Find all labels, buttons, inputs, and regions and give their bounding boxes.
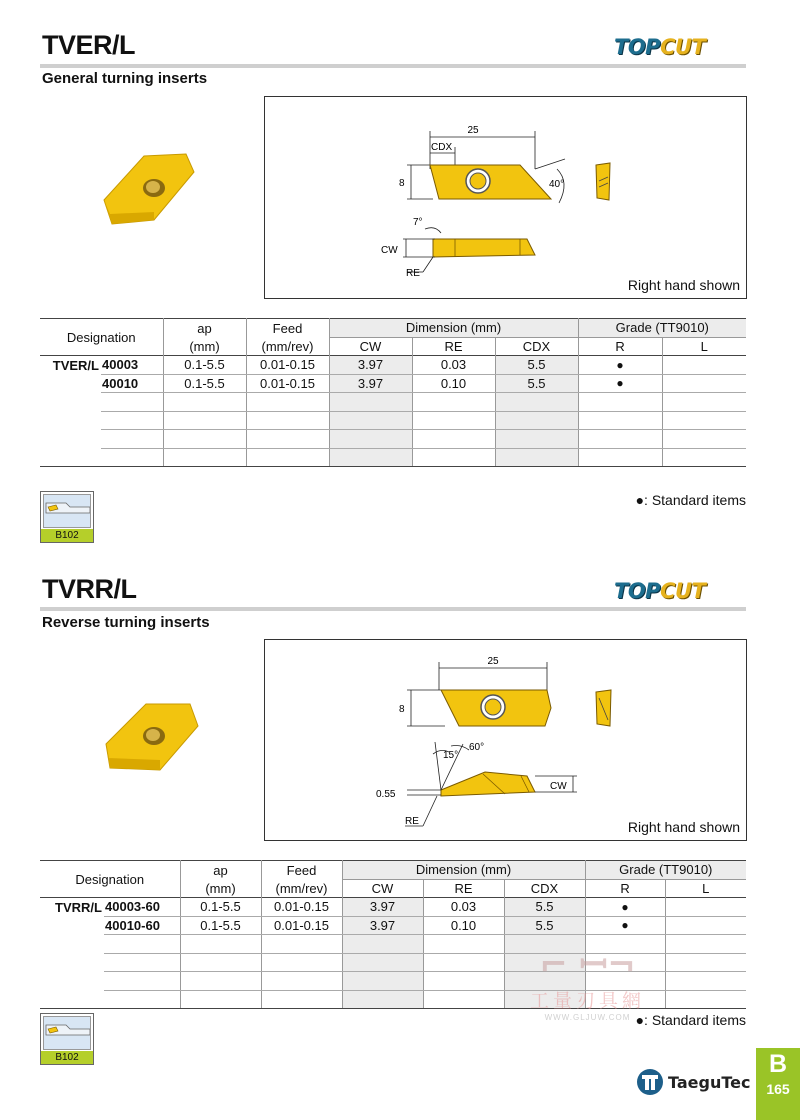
cell-feed: 0.01-0.15 bbox=[246, 356, 329, 375]
cell-grade-l bbox=[665, 898, 746, 917]
col-cw: CW bbox=[342, 879, 423, 898]
watermark-text: 工量刃具網 bbox=[530, 991, 646, 1012]
dim-length-label: 25 bbox=[487, 656, 499, 667]
drawing-svg-tver bbox=[265, 97, 748, 300]
standard-items-note: ●: Standard items bbox=[635, 492, 746, 508]
insert-photo-tvrr bbox=[100, 698, 204, 778]
cell-cw: 3.97 bbox=[342, 916, 423, 935]
cell-cw: 3.97 bbox=[329, 374, 412, 393]
page-reference-box[interactable] bbox=[40, 491, 94, 543]
cell-grade-r: ● bbox=[578, 374, 662, 393]
col-cw: CW bbox=[329, 337, 412, 356]
taegutec-logo-icon bbox=[636, 1068, 664, 1096]
col-ap-unit: (mm) bbox=[180, 879, 261, 898]
col-grade: Grade (TT9010) bbox=[585, 861, 746, 880]
col-feed: Feed bbox=[261, 861, 342, 880]
dim-side-angle-label: 7° bbox=[413, 217, 423, 228]
spec-table-tver bbox=[40, 318, 746, 467]
technical-drawing-tvrr bbox=[264, 639, 747, 841]
cell-grade-l bbox=[665, 916, 746, 935]
cell-grade-l bbox=[662, 356, 746, 375]
cell-cw: 3.97 bbox=[342, 898, 423, 917]
watermark-logo-icon: ⌐ ꟷ¬ bbox=[539, 945, 636, 985]
col-r: R bbox=[585, 879, 665, 898]
table-row bbox=[40, 356, 746, 375]
cell-cdx: 5.5 bbox=[495, 374, 578, 393]
col-re: RE bbox=[423, 879, 504, 898]
section-subtitle-tver: General turning inserts bbox=[42, 70, 208, 87]
dim-width-label: 8 bbox=[399, 178, 405, 189]
dim-angle-label: 40° bbox=[549, 179, 565, 190]
cell-grade-l bbox=[662, 374, 746, 393]
cell-grade-r: ● bbox=[585, 916, 665, 935]
cell-ap: 0.1-5.5 bbox=[163, 374, 246, 393]
toolholder-icon bbox=[44, 495, 90, 527]
col-l: L bbox=[665, 879, 746, 898]
table-row-empty bbox=[40, 393, 746, 412]
page-tab bbox=[756, 1048, 800, 1120]
table-row-empty bbox=[40, 430, 746, 449]
page-reference-label: B102 bbox=[41, 529, 93, 542]
drawing-svg-tvrr bbox=[265, 640, 748, 842]
cell-ap: 0.1-5.5 bbox=[163, 356, 246, 375]
designation-code: 40010 bbox=[101, 374, 163, 393]
right-hand-note: Right hand shown bbox=[627, 819, 740, 835]
col-feed: Feed bbox=[246, 319, 329, 338]
section-rule bbox=[40, 64, 746, 68]
cell-cw: 3.97 bbox=[329, 356, 412, 375]
cell-ap: 0.1-5.5 bbox=[180, 916, 261, 935]
col-ap: ap bbox=[180, 861, 261, 880]
watermark bbox=[530, 940, 645, 1022]
dim-re-label: RE bbox=[406, 268, 420, 279]
table-row-empty bbox=[40, 411, 746, 430]
dim-length-label: 25 bbox=[467, 125, 479, 136]
dim-width-label: 8 bbox=[399, 704, 405, 715]
cell-re: 0.10 bbox=[423, 916, 504, 935]
topcut-logo bbox=[614, 576, 748, 606]
dim-angle2-label: 60° bbox=[469, 742, 485, 753]
cell-feed: 0.01-0.15 bbox=[261, 916, 342, 935]
col-cdx: CDX bbox=[504, 879, 585, 898]
col-l: L bbox=[662, 337, 746, 356]
cell-feed: 0.01-0.15 bbox=[246, 374, 329, 393]
watermark-url: WWW.GLJUW.COM bbox=[544, 1013, 631, 1022]
cell-ap: 0.1-5.5 bbox=[180, 898, 261, 917]
col-re: RE bbox=[412, 337, 495, 356]
designation-code: 40003 bbox=[101, 356, 163, 375]
cell-re: 0.03 bbox=[423, 898, 504, 917]
cell-re: 0.03 bbox=[412, 356, 495, 375]
dim-offset-label: 0.55 bbox=[376, 789, 396, 800]
table-row bbox=[40, 898, 746, 917]
dim-angle1-label: 15° bbox=[443, 750, 459, 761]
designation-family: TVER/L bbox=[52, 357, 99, 373]
logo-part2: CUT bbox=[660, 579, 706, 603]
col-feed-unit: (mm/rev) bbox=[261, 879, 342, 898]
col-ap-unit: (mm) bbox=[163, 337, 246, 356]
table-row bbox=[40, 374, 746, 393]
designation-code: 40003-60 bbox=[104, 898, 180, 917]
cell-cdx: 5.5 bbox=[495, 356, 578, 375]
table-row bbox=[40, 916, 746, 935]
col-r: R bbox=[578, 337, 662, 356]
right-hand-note: Right hand shown bbox=[627, 277, 740, 293]
col-grade: Grade (TT9010) bbox=[578, 319, 746, 338]
cell-cdx: 5.5 bbox=[504, 916, 585, 935]
toolholder-icon bbox=[44, 1017, 90, 1049]
page-section-letter: B bbox=[768, 1050, 788, 1078]
toolholder-thumbnail bbox=[43, 1016, 91, 1050]
dim-re-label: RE bbox=[405, 816, 419, 827]
col-ap: ap bbox=[163, 319, 246, 338]
cell-cdx: 5.5 bbox=[504, 898, 585, 917]
cell-grade-r: ● bbox=[585, 898, 665, 917]
cell-re: 0.10 bbox=[412, 374, 495, 393]
page-number: 165 bbox=[766, 1081, 790, 1097]
col-designation: Designation bbox=[40, 861, 180, 898]
col-feed-unit: (mm/rev) bbox=[246, 337, 329, 356]
cell-feed: 0.01-0.15 bbox=[261, 898, 342, 917]
section-subtitle-tvrr: Reverse turning inserts bbox=[42, 614, 210, 631]
page-reference-box[interactable] bbox=[40, 1013, 94, 1065]
cell-grade-r: ● bbox=[578, 356, 662, 375]
dim-cw-label: CW bbox=[381, 245, 398, 256]
topcut-logo bbox=[614, 32, 748, 62]
designation-family bbox=[40, 916, 104, 935]
section-rule bbox=[40, 607, 746, 611]
table-row-empty bbox=[40, 448, 746, 467]
dim-cw-label: CW bbox=[550, 781, 567, 792]
col-designation: Designation bbox=[40, 319, 163, 356]
insert-photo-tver bbox=[96, 150, 200, 230]
designation-code: 40010-60 bbox=[104, 916, 180, 935]
brand-name: TaeguTec bbox=[668, 1072, 751, 1092]
page-reference-label: B102 bbox=[41, 1051, 93, 1064]
designation-family bbox=[40, 374, 101, 393]
section-title-tvrr: TVRR/L bbox=[42, 574, 137, 604]
standard-items-note: ●: Standard items bbox=[635, 1012, 746, 1028]
col-cdx: CDX bbox=[495, 337, 578, 356]
logo-part1: TOP bbox=[614, 579, 661, 603]
logo-part2: CUT bbox=[660, 35, 706, 59]
col-dimension: Dimension (mm) bbox=[329, 319, 578, 338]
section-title-tver: TVER/L bbox=[42, 30, 136, 60]
technical-drawing-tver bbox=[264, 96, 747, 299]
col-dimension: Dimension (mm) bbox=[342, 861, 585, 880]
dim-cdx-label: CDX bbox=[431, 142, 453, 153]
designation-family: TVRR/L bbox=[55, 899, 102, 915]
logo-part1: TOP bbox=[614, 35, 661, 59]
toolholder-thumbnail bbox=[43, 494, 91, 528]
taegutec-brand bbox=[636, 1068, 750, 1096]
